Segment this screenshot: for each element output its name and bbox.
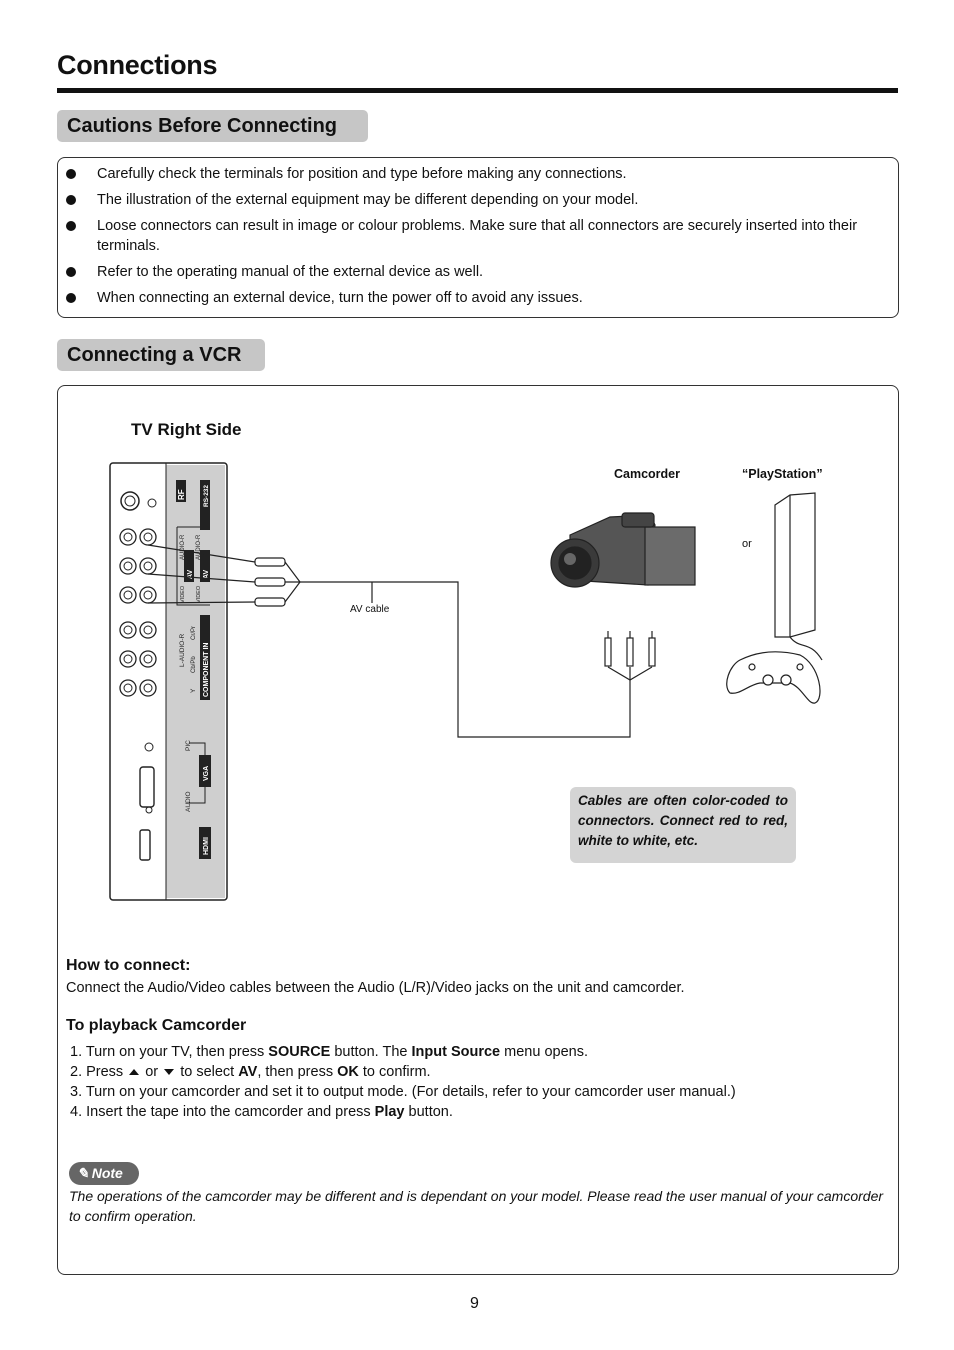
panel-label-pic: PIC: [185, 740, 192, 751]
bullet-icon: [66, 293, 76, 303]
list-item: Carefully check the terminals for position and type before making any connections.: [66, 164, 892, 184]
list-item: Loose connectors can result in image or colour problems. Make sure that all connectors are securely inserted into their terminals.: [66, 216, 892, 256]
list-item: The illustration of the external equipment may be different depending on your model.: [66, 190, 892, 210]
panel-label-av-2: AV: [203, 569, 210, 579]
tv-side-panel: [110, 463, 227, 900]
step-3: 3. Turn on your camcorder and set it to output mode. (For details, refer to your camcorder user manual.): [70, 1084, 736, 1100]
panel-label-video-2: VIDEO: [196, 585, 202, 603]
note-text: The operations of the camcorder may be different and is dependant on your model. Please read the user manual of your camcorder to confirm operation.: [69, 1188, 884, 1224]
panel-label-hdmi: HDMI: [203, 837, 210, 855]
panel-label-l-audio-r: L-AUDIO-R: [179, 633, 186, 667]
panel-label-component-in: COMPONENT IN: [203, 642, 210, 697]
up-arrow-icon: [129, 1069, 139, 1075]
bullet-icon: [66, 169, 76, 179]
cable-note: Cables are often color-coded to connectors. Connect red to red, white to white, etc.: [570, 787, 796, 863]
bullet-icon: [66, 195, 76, 205]
panel-label-y: Y: [190, 688, 197, 693]
step-1: 1. Turn on your TV, then press SOURCE button. The Input Source menu opens.: [70, 1044, 588, 1060]
list-item: When connecting an external device, turn the power off to avoid any issues.: [66, 288, 892, 308]
camcorder-image: [551, 513, 695, 587]
step-2: 2. Press or to select AV, then press OK to confirm.: [70, 1064, 431, 1080]
bullet-icon: [66, 221, 76, 231]
panel-label-audio-r-2: AUDIO-R: [196, 534, 202, 560]
panel-label-rs232: RS-232: [203, 484, 210, 507]
page-title: Connections: [57, 50, 218, 80]
panel-label-vga: VGA: [203, 765, 210, 781]
panel-label-cr-pr: Cr/Pr: [191, 626, 197, 640]
step-4: 4. Insert the tape into the camcorder and press Play button.: [70, 1104, 453, 1120]
cautions-list: [66, 164, 892, 314]
section-heading-cautions: Cautions Before Connecting: [57, 110, 368, 142]
playstation-image: [727, 493, 822, 703]
playstation-label: “PlayStation”: [742, 467, 823, 481]
panel-label-video-1: VIDEO: [180, 585, 186, 603]
down-arrow-icon: [164, 1069, 174, 1075]
playback-title: To playback Camcorder: [66, 1017, 247, 1034]
or-label: or: [742, 538, 752, 550]
how-to-connect-text: Connect the Audio/Video cables between the Audio (L/R)/Video jacks on the unit and camcorder.: [66, 980, 685, 996]
bullet-icon: [66, 267, 76, 277]
page-number: 9: [470, 1295, 479, 1312]
camcorder-label: Camcorder: [614, 467, 680, 481]
av-cable-label: AV cable: [350, 604, 390, 615]
panel-label-av-1: AV: [187, 569, 194, 579]
pencil-icon: ✎: [77, 1165, 89, 1181]
panel-label-cb-pb: Cb/Pb: [191, 656, 197, 673]
panel-label-audio-r-1: AUDIO-R: [180, 534, 186, 560]
section-heading-vcr: Connecting a VCR: [57, 339, 265, 371]
how-to-connect-title: How to connect:: [66, 957, 191, 974]
panel-label-rf: RF: [177, 489, 186, 500]
title-rule: [57, 88, 898, 93]
note-badge: ✎ Note: [69, 1162, 139, 1185]
playback-steps: [70, 1042, 736, 1122]
panel-label-audio: AUDIO: [185, 791, 192, 812]
tv-side-label: TV Right Side: [131, 420, 242, 439]
list-item: Refer to the operating manual of the external device as well.: [66, 262, 892, 282]
